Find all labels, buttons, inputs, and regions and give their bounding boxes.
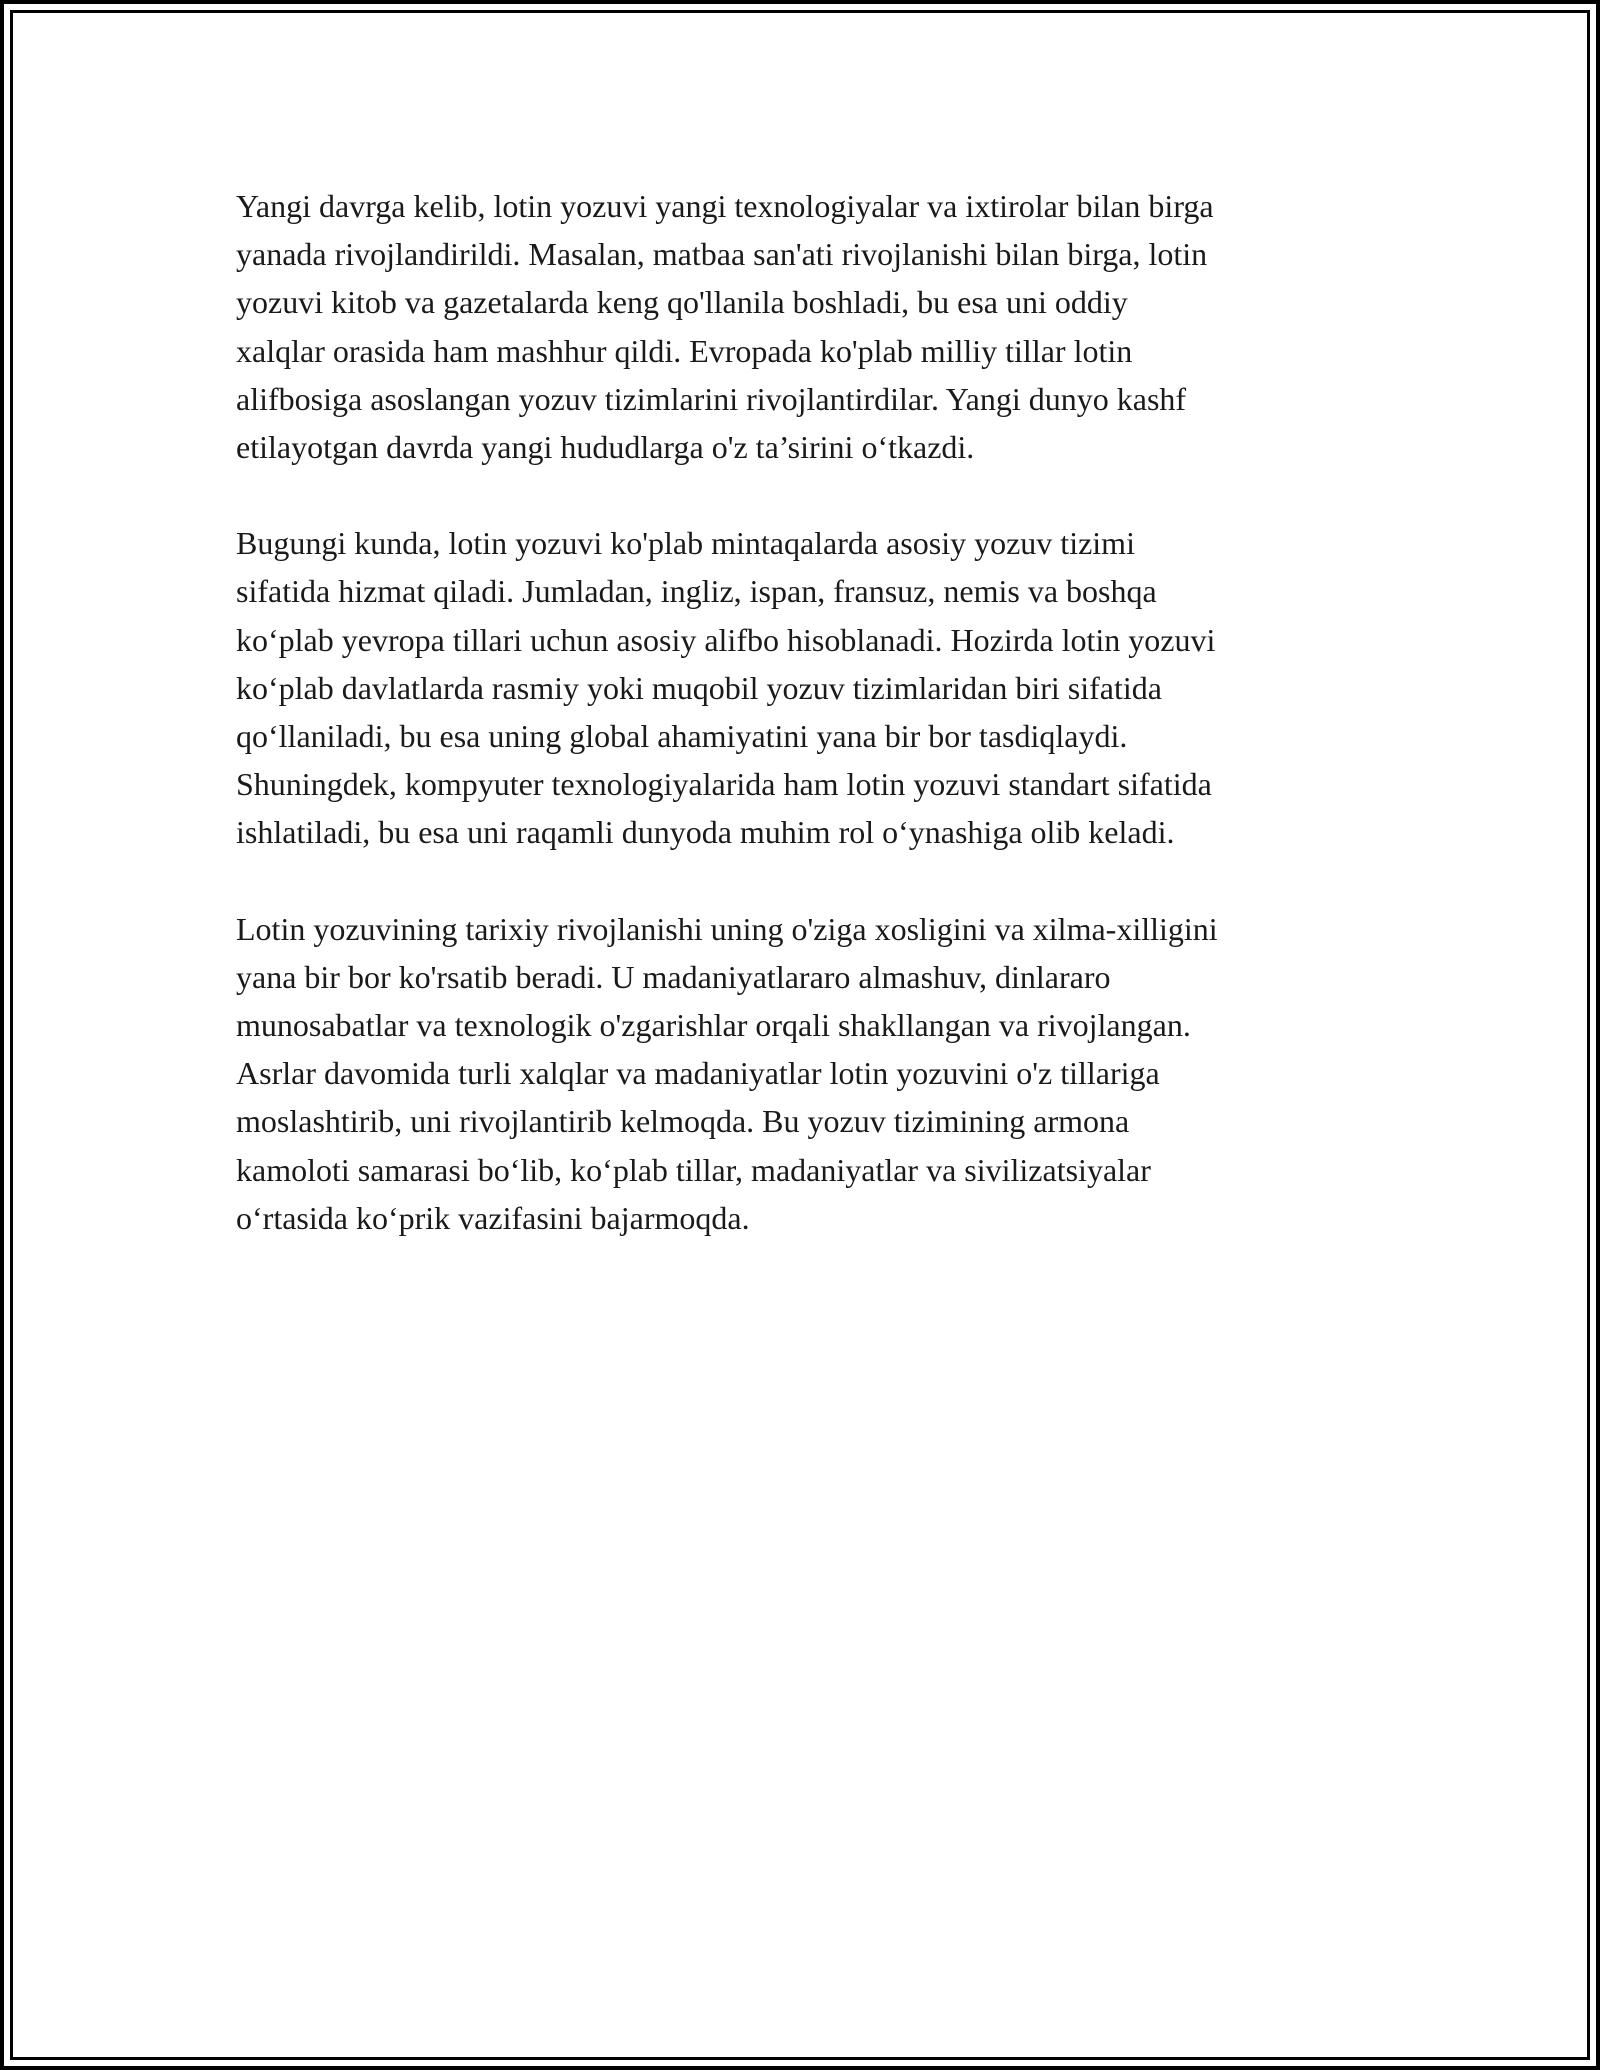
- text-line: sifatida hizmat qiladi. Jumladan, ingliz, ispan, fransuz, nemis va boshqa: [236, 573, 1157, 610]
- text-line: yozuvi kitob va gazetalarda keng qo'llanila boshladi, bu esa uni oddiy: [236, 284, 1128, 321]
- text-line: oʻrtasida koʻprik vazifasini bajarmoqda.: [236, 1199, 750, 1236]
- text-line: Yangi davrga kelib, lotin yozuvi yangi texnologiyalar va ixtirolar bilan birga: [236, 188, 1214, 224]
- text-line: kamoloti samarasi boʻlib, koʻplab tillar, madaniyatlar va sivilizatsiyalar: [236, 1151, 1151, 1188]
- text-line: yanada rivojlandirildi. Masalan, matbaa san'ati rivojlanishi bilan birga, lotin: [236, 236, 1208, 273]
- paragraph-2: [236, 519, 1386, 856]
- paragraph-3: [236, 905, 1386, 1242]
- text-line: etilayotgan davrda yangi hududlarga o'z ta’sirini oʻtkazdi.: [236, 429, 975, 466]
- text-line: alifbosiga asoslangan yozuv tizimlarini rivojlantirdilar. Yangi dunyo kashf: [236, 380, 1187, 417]
- text-line: ishlatiladi, bu esa uni raqamli dunyoda muhim rol oʻynashiga olib keladi.: [236, 814, 1175, 851]
- text-line: xalqlar orasida ham mashhur qildi. Evropada ko'plab milliy tillar lotin: [236, 332, 1133, 369]
- text-line: yana bir bor ko'rsatib beradi. U madaniyatlararo almashuv, dinlararo: [236, 958, 1111, 995]
- document-body: [236, 182, 1386, 1290]
- text-line: koʻplab davlatlarda rasmiy yoki muqobil yozuv tizimlaridan biri sifatida: [236, 669, 1162, 706]
- text-line: Lotin yozuvining tarixiy rivojlanishi uning o'ziga xosligini va xilma-xilligini: [236, 910, 1218, 947]
- text-line: moslashtirib, uni rivojlantirib kelmoqda. Bu yozuv tizimining armona: [236, 1103, 1130, 1140]
- text-line: Bugungi kunda, lotin yozuvi ko'plab mintaqalarda asosiy yozuv tizimi: [236, 525, 1135, 562]
- text-line: munosabatlar va texnologik o'zgarishlar orqali shakllangan va rivojlangan.: [236, 1007, 1191, 1044]
- text-line: koʻplab yevropa tillari uchun asosiy alifbo hisoblanadi. Hozirda lotin yozuvi: [236, 621, 1216, 658]
- text-line: Shuningdek, kompyuter texnologiyalarida ham lotin yozuvi standart sifatida: [236, 766, 1212, 803]
- paragraph-1: [236, 182, 1386, 471]
- text-line: Asrlar davomida turli xalqlar va madaniyatlar lotin yozuvini o'z tillariga: [236, 1055, 1160, 1092]
- text-line: qoʻllaniladi, bu esa uning global ahamiyatini yana bir bor tasdiqlaydi.: [236, 718, 1128, 755]
